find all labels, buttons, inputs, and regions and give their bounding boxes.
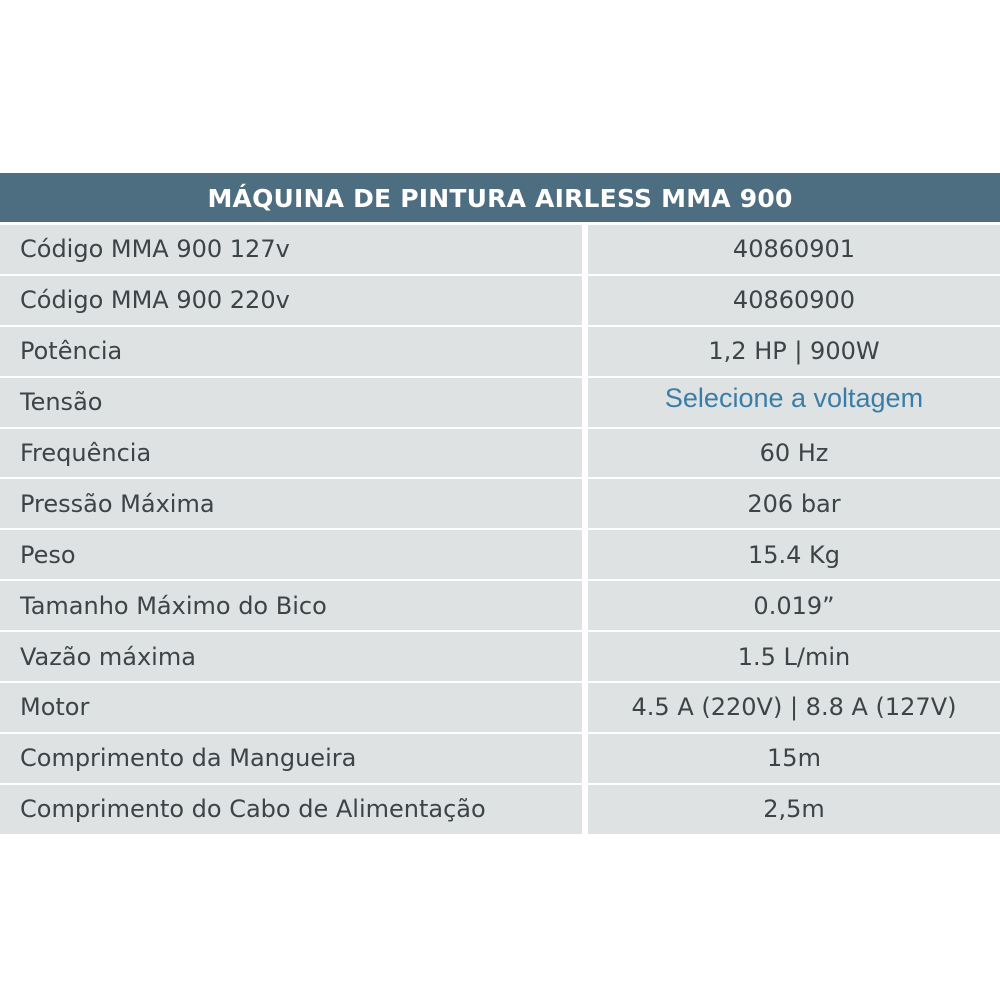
spec-value: 1,2 HP | 900W bbox=[708, 337, 880, 366]
select-voltage-link[interactable]: Selecione a voltagem bbox=[664, 382, 924, 413]
spec-label: Tamanho Máximo do Bico bbox=[0, 581, 588, 630]
spec-label: Motor bbox=[0, 683, 588, 732]
spec-value: 15m bbox=[767, 744, 821, 773]
spec-row-codigo-220v bbox=[0, 276, 1000, 327]
spec-label: Potência bbox=[0, 327, 588, 376]
spec-label: Tensão bbox=[0, 378, 588, 427]
spec-label: Comprimento da Mangueira bbox=[0, 734, 588, 783]
spec-value: 2,5m bbox=[763, 795, 825, 824]
spec-value: 1.5 L/min bbox=[737, 642, 851, 671]
spec-value: 60 Hz bbox=[759, 439, 829, 467]
spec-label: Peso bbox=[0, 530, 588, 579]
spec-label: Frequência bbox=[0, 429, 588, 478]
spec-label: Comprimento do Cabo de Alimentação bbox=[0, 785, 588, 834]
spec-label: Código MMA 900 127v bbox=[0, 225, 588, 274]
spec-label: Pressão Máxima bbox=[0, 479, 588, 528]
spec-row-potencia bbox=[0, 327, 1000, 378]
table-title: MÁQUINA DE PINTURA AIRLESS MMA 900 bbox=[207, 184, 793, 213]
spec-label: Código MMA 900 220v bbox=[0, 276, 588, 325]
spec-value: 4.5 A (220V) | 8.8 A (127V) bbox=[631, 693, 957, 722]
spec-label: Vazão máxima bbox=[0, 632, 588, 681]
spec-row-tamanho-bico bbox=[0, 581, 1000, 632]
spec-value: 40860900 bbox=[732, 286, 856, 315]
spec-value: 40860901 bbox=[732, 235, 856, 264]
spec-value: 206 bar bbox=[747, 489, 841, 518]
spec-row-frequencia bbox=[0, 429, 1000, 480]
spec-row-vazao-maxima bbox=[0, 632, 1000, 683]
spec-table bbox=[0, 173, 1000, 836]
spec-row-comprimento-cabo bbox=[0, 785, 1000, 836]
spec-value: 15.4 Kg bbox=[747, 540, 841, 569]
spec-row-motor bbox=[0, 683, 1000, 734]
spec-row-peso bbox=[0, 530, 1000, 581]
spec-row-comprimento-mangueira bbox=[0, 734, 1000, 785]
table-header bbox=[0, 173, 1000, 225]
spec-value: 0.019” bbox=[753, 591, 835, 620]
spec-row-tensao bbox=[0, 378, 1000, 429]
spec-row-pressao-maxima bbox=[0, 479, 1000, 530]
spec-row-codigo-127v bbox=[0, 225, 1000, 276]
